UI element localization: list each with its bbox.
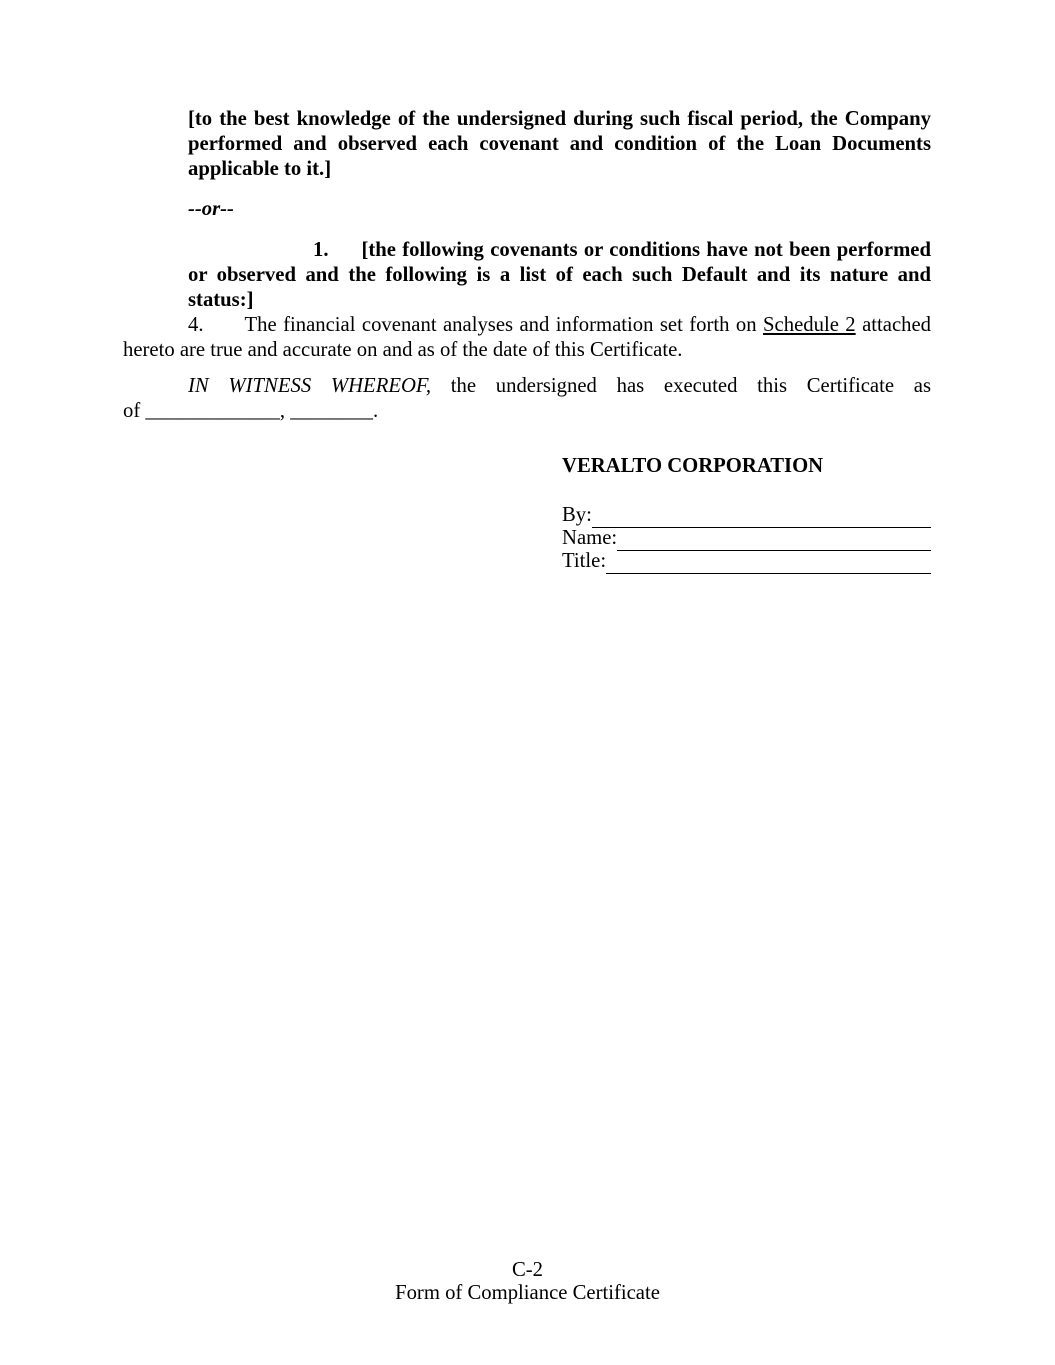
footer-document-title: Form of Compliance Certificate <box>395 1282 660 1304</box>
witness-clause <box>123 374 931 424</box>
witness-line1-rest: the undersigned has executed this Certificate as <box>450 375 932 397</box>
by-blank-line <box>592 505 931 528</box>
title-label: Title: <box>562 550 607 572</box>
document-body <box>123 107 931 574</box>
company-name: VERALTO CORPORATION <box>562 455 824 477</box>
title-blank-line <box>606 551 931 574</box>
title-row <box>562 551 931 574</box>
name-label: Name: <box>562 527 618 549</box>
by-row <box>562 505 931 528</box>
or-separator: --or-- <box>188 198 234 220</box>
item-4-number: 4. <box>188 314 204 336</box>
default-list-clause-text: [the following covenants or conditions have not been performed or observed and the following is a list of each such Default and its nature and status:] <box>188 239 931 311</box>
witness-clause-line2: of _____________, ________. <box>123 400 379 422</box>
item-4-text-before: The financial covenant analyses and information set forth on <box>244 314 764 336</box>
signature-lines <box>562 505 931 574</box>
item-4-paragraph <box>123 313 931 363</box>
covenant-performance-clause: [to the best knowledge of the undersigned during such fiscal period, the Company performed and observed each covenant and condition of the Loan Documents applicable to it.] <box>188 108 931 180</box>
signature-block <box>562 454 931 574</box>
witness-clause-line1 <box>123 374 931 399</box>
default-list-clause <box>188 238 931 313</box>
by-label: By: <box>562 504 592 526</box>
item-4-text-after: attached hereto are true and accurate on and as of the date of this Certificate. <box>123 314 931 361</box>
witness-lead-italic: IN WITNESS WHEREOF, <box>188 375 432 397</box>
page-footer <box>0 1259 1055 1305</box>
clause-number: 1. <box>313 239 329 261</box>
footer-page-number: C-2 <box>511 1259 544 1281</box>
schedule-2-reference: Schedule 2 <box>763 314 856 336</box>
name-row <box>562 528 931 551</box>
name-blank-line <box>617 528 931 551</box>
